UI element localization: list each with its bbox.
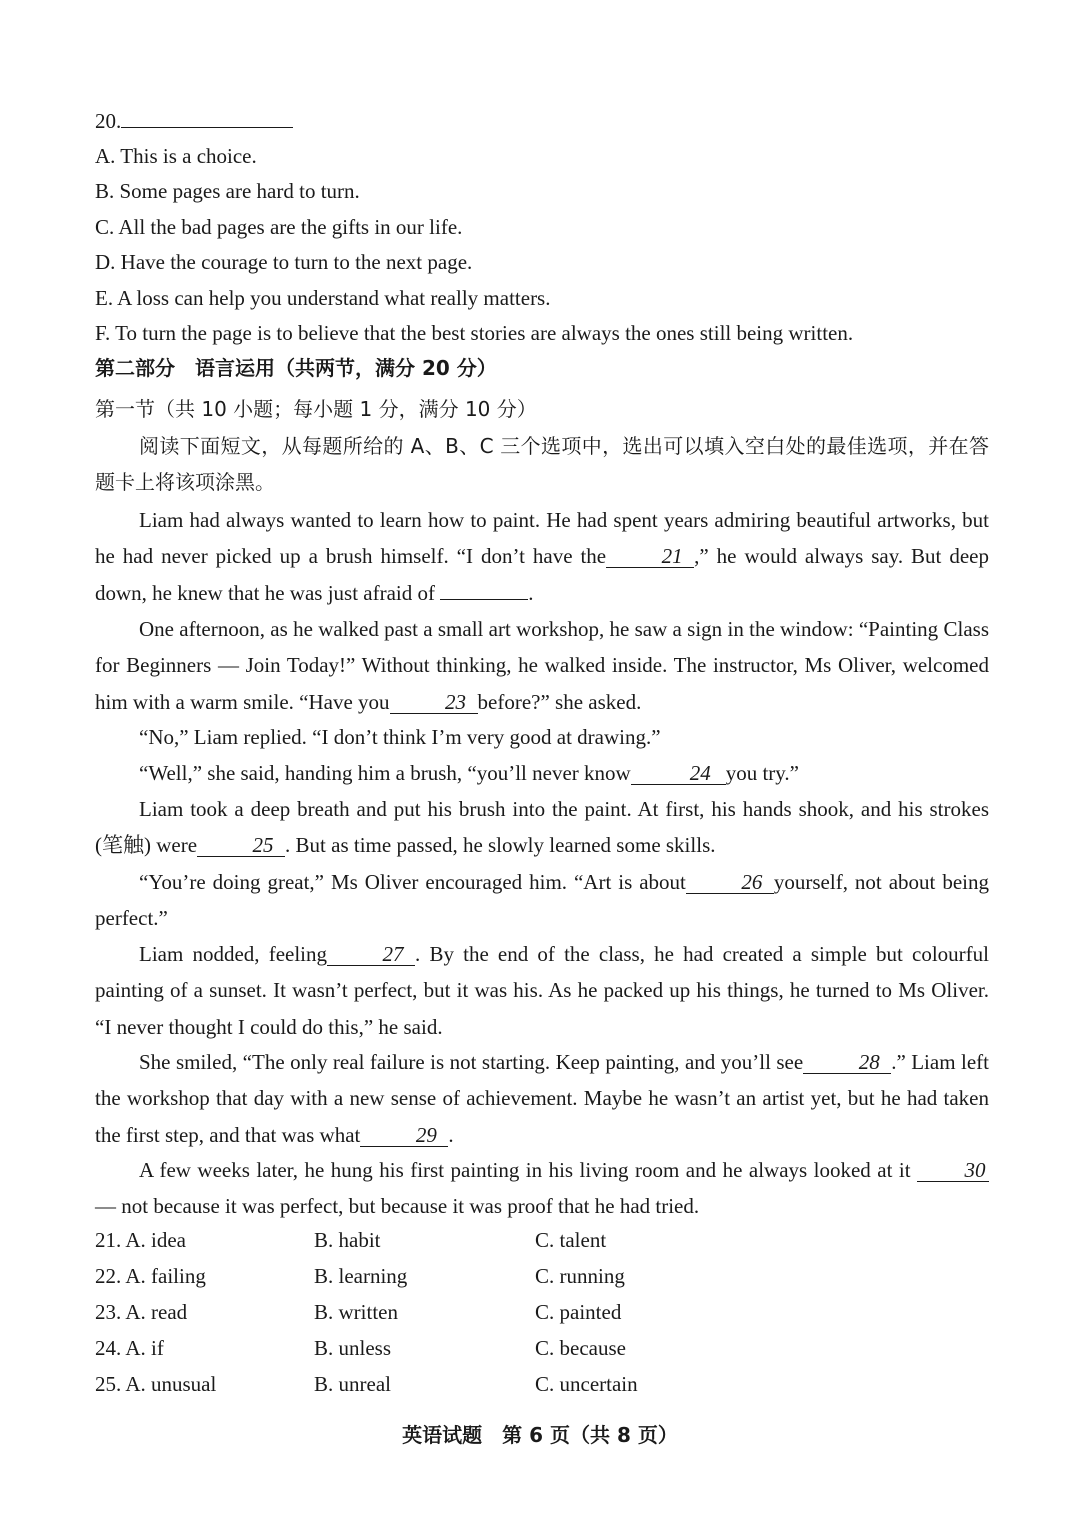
passage-paragraph-6: “You’re doing great,” Ms Oliver encouraged him. “Art is about 26 yourself, not about being perfect.” (95, 870, 989, 931)
blank-27: 27 (327, 943, 415, 966)
option-b: B. Some pages are hard to turn. (95, 179, 360, 203)
choice-row-24: 24. A. if B. unless C. because (95, 1336, 626, 1360)
choice-row-21: 21. A. idea B. habit C. talent (95, 1228, 607, 1252)
passage-paragraph-1: Liam had always wanted to learn how to paint. He had spent years admiring beautiful artworks, but he had never picked up a brush himself. “I don’t have the 21 ,” he would always say. But deep down, he knew that he was just afraid of . (95, 508, 989, 605)
passage-paragraph-2: One afternoon, as he walked past a small art workshop, he saw a sign in the window: “Painting Class for Beginners — Join Today!” Without thinking, he walked inside. The instructor, Ms Oliver, welcomed him with a warm smile. “Have you 23 before?” she asked. (95, 617, 989, 714)
option-d: D. Have the courage to turn to the next page. (95, 250, 473, 274)
part2-heading: 第二部分 语言运用（共两节，满分 20 分） (95, 356, 497, 380)
choice-row-25: 25. A. unusual B. unreal C. uncertain (95, 1372, 638, 1396)
choice-row-23: 23. A. read B. written C. painted (95, 1300, 622, 1324)
option-f: F. To turn the page is to believe that the best stories are always the ones still being written. (95, 321, 854, 345)
blank-22 (440, 599, 528, 600)
blank-30: 30 (917, 1159, 989, 1182)
passage-paragraph-3: “No,” Liam replied. “I don’t think I’m very good at drawing.” (139, 725, 661, 749)
blank-29: 29 (360, 1124, 448, 1147)
section1-heading: 第一节（共 10 小题；每小题 1 分，满分 10 分） (95, 397, 537, 421)
question-20-number: 20. (95, 109, 122, 133)
passage-paragraph-4: “Well,” she said, handing him a brush, “you’ll never know 24 you try.” (139, 761, 799, 785)
passage-paragraph-7: Liam nodded, feeling 27 . By the end of the class, he had created a simple but colourful painting of a sunset. It wasn’t perfect, but it was his. As he packed up his things, he turned to Ms Oliver. “I never thought I could do this,” he said. (95, 942, 989, 1039)
choice-row-22: 22. A. failing B. learning C. running (95, 1264, 625, 1288)
instruction-text: 阅读下面短文，从每题所给的 A、B、C 三个选项中，选出可以填入空白处的最佳选项，并在答题卡上将该项涂黑。 (95, 434, 989, 495)
blank-26: 26 (686, 871, 774, 894)
option-a: A. This is a choice. (95, 144, 257, 168)
blank-25: 25 (197, 834, 285, 857)
blank-28: 28 (803, 1051, 891, 1074)
passage-paragraph-8: She smiled, “The only real failure is not starting. Keep painting, and you’ll see 28 .” Liam left the workshop that day with a new sense of achievement. Maybe he wasn’t an artist yet, but he had taken the first step, and that was what 29 . (95, 1050, 989, 1147)
passage-paragraph-5: Liam took a deep breath and put his brush into the paint. At first, his hands shook, and his strokes (笔触) were 25 . But as time passed, he slowly learned some skills. (95, 797, 989, 858)
option-e: E. A loss can help you understand what really matters. (95, 286, 551, 310)
blank-23: 23 (390, 691, 478, 714)
page-footer: 英语试题 第 6 页（共 8 页） (402, 1423, 678, 1447)
answer-blank-20 (121, 105, 293, 128)
blank-24: 24 (631, 762, 726, 785)
blank-21: 21 (606, 545, 694, 568)
passage-paragraph-9: A few weeks later, he hung his first painting in his living room and he always looked at it 30 — not because it was perfect, but because it was proof that he had tried. (95, 1152, 989, 1225)
question-20-header (95, 105, 990, 136)
option-c: C. All the bad pages are the gifts in our life. (95, 215, 463, 239)
